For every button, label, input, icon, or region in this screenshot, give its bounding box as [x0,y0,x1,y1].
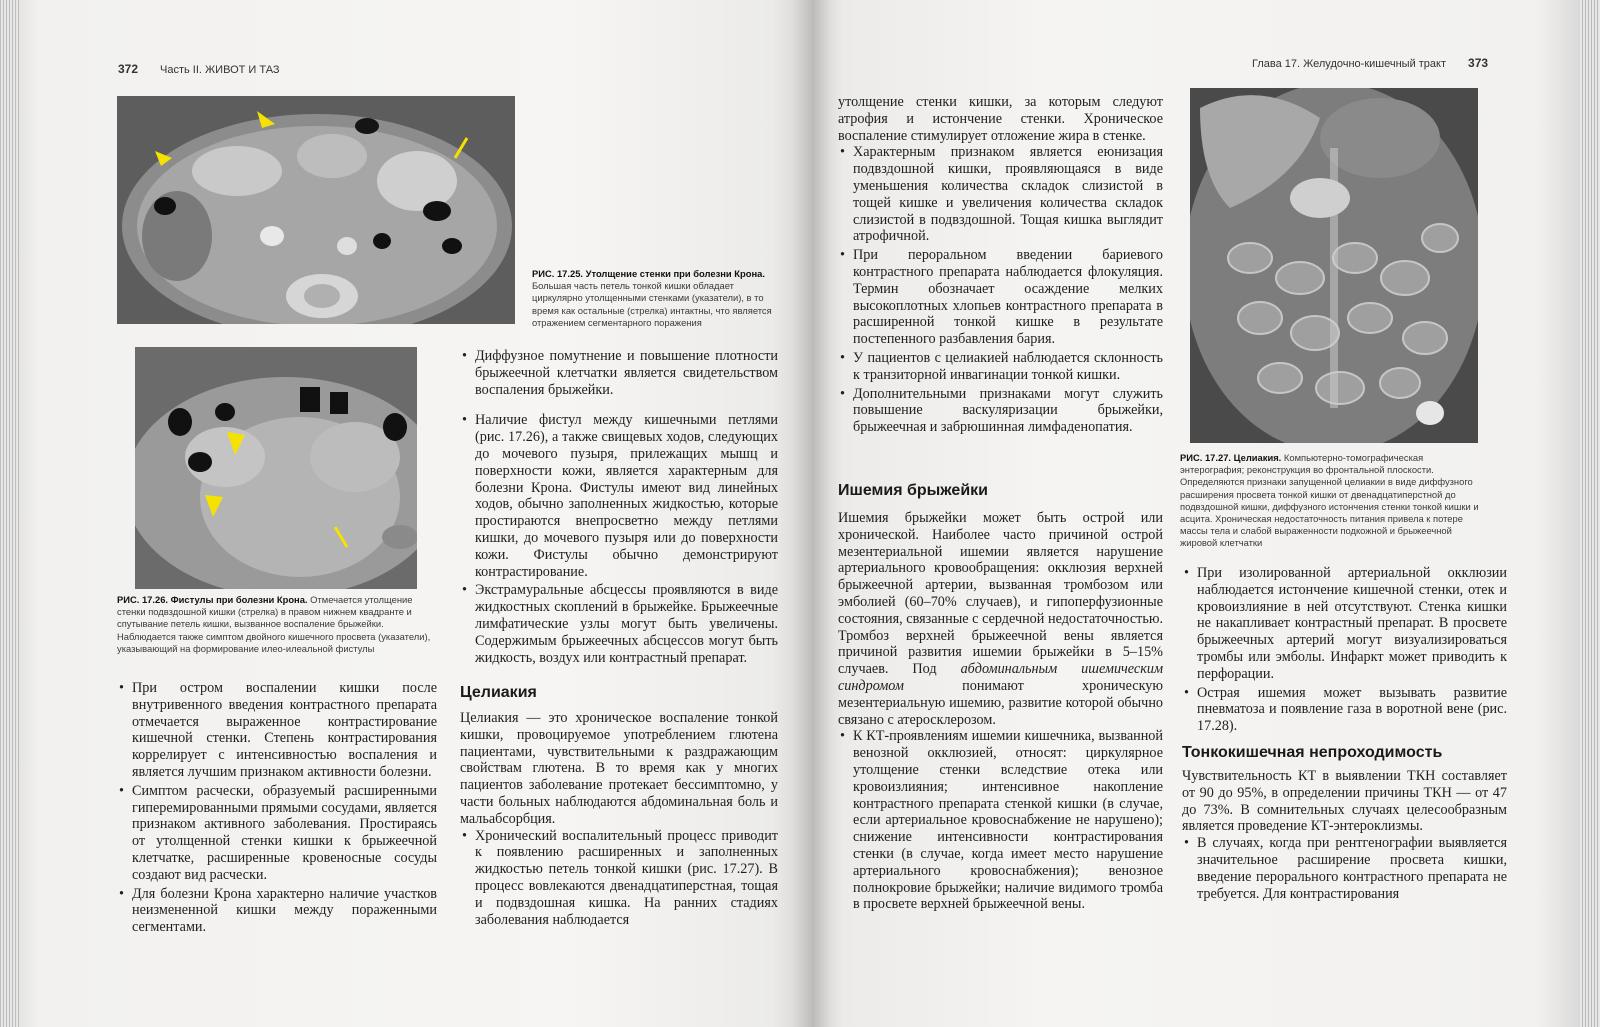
list-item: • Дополнительными признаками могут служить повышение васкуляризации брыжейки, брыжеечная и забрюшинная лимфаденопатия. [838,386,1163,436]
right-page-column-1-text [838,94,1163,438]
running-head-left [118,62,280,76]
section-heading-obstruction: Тонкокишечная непроходимость [1182,744,1443,761]
page-number-left: 372 [118,62,139,76]
list-item: • У пациентов с целиакией наблюдается склонность к транзиторной инвагинации тонкой кишки. [838,350,1163,384]
paragraph: Чувствительность КТ в выявлении ТКН составляет от 90 до 95%, в определении причины ТКН — от 47 до 73%. В сомнительных случаях целесообразным является проведение КТ-энтероклизмы. [1182,768,1507,835]
page-stack-edge-right [1580,0,1600,1027]
figure-17-27-text: Компьютерно-томографическая энтерография; реконструкция во фронтальной плоскости. Определяются признаки запущенной целиакии в виде диффузного расширения просвета тонкой кишки от двенадцатиперстной до подвздошной кишки, диффузного истончения стенки тонкой кишки и асцита. Хроническая недостаточность питания привела к потере массы тела и слабой выраженности подкожной и брыжеечной жировой клетчатки [1180,452,1479,549]
figure-17-27-caption [1180,452,1480,550]
page-stack-edge-left [0,0,20,1027]
page-number-right: 373 [1468,56,1489,70]
ischemia-text-part-2: понимают хроническую мезентериальную ишемию, развитие которой обычно связано с атеросклерозом. [838,677,1163,728]
figure-17-26-caption [117,594,437,655]
list-item: • К КТ-проявлениям ишемии кишечника, вызванной венозной окклюзией, относят: циркулярное утолщение стенки вследствие отека или кровоизлияния; интенсивное накопление контрастного препарата стенкой кишки (в случае, если артериальное кровоснабжение не нарушено); снижение интенсивности контрастирования стенки (в случае, когда имеет место нарушение артериального кровоснабжения); венозное полнокровие брыжейки; наличие видимого тромба в просвете верхней брыжеечной вены. [838,728,1163,913]
right-page [812,0,1600,1027]
figure-17-25-label: РИС. 17.25. Утолщение стенки при болезни Крона. [532,268,765,279]
list-item: • Диффузное помутнение и повышение плотности брыжеечной клетчатки является свидетельством воспаления брыжейки. [460,348,778,398]
paragraph: утолщение стенки кишки, за которым следуют атрофия и истончение стенки. Хроническое воспаление стимулирует отложение жира в стенке. [838,94,1163,144]
list-item: • Острая ишемия может вызывать развитие пневматоза и появление газа в воротной вене (рис. 17.28). [1182,685,1507,735]
running-head-right-text: Глава 17. Желудочно-кишечный тракт [1252,58,1447,70]
list-item: • Для болезни Крона характерно наличие участков неизмененной кишки между пораженными сегментами. [117,886,437,936]
right-page-column-2-text [1182,565,1507,737]
list-item: • Экстрамуральные абсцессы проявляются в виде жидкостных скоплений в брыжейке. Брыжеечные лимфатические узлы могут быть увеличены. Содержимым брыжеечных абсцессов могут быть жидкость, воздух или контрастный препарат. [460,582,778,666]
figure-17-25-text: Большая часть петель тонкой кишки обладает циркулярно утолщенными стенками (указатели), в то время как остальные (стрелка) интактны, что является отражением сегментарного поражения [532,280,772,328]
list-item: • Наличие фистул между кишечными петлями (рис. 17.26), а также свищевых ходов, следующих до мочевого пузыря, прилежащих мышц и поверхности кожи, является характерным для болезни Крона. Фистулы имеют вид линейных ходов, обычно заполненных жидкостью, которые простираются внепросветно между петлями кишки, до мочевого пузыря или до поверхности кожи. Фистулы обычно демонстрируют контрастирование. [460,412,778,580]
ct-axial-image-fistula [135,347,417,589]
celiac-section-text [460,710,778,930]
list-item: • Характерным признаком является еюнизация подвздошной кишки, проявляющаяся в виде уменьшения количества складок слизистой в тощей кишке и увеличения количества складок слизистой в подвздошной. Тощая кишка выглядит атрофичной. [838,144,1163,245]
list-item: • При изолированной артериальной окклюзии наблюдается истончение кишечной стенки, отек и кровоизлияние в ней отсутствуют. Стенка кишки не накапливает контрастный препарат. В просвете брыжеечных артерий могут визуализироваться тромбы или эмболы. Инфаркт может приводить к перфорации. [1182,565,1507,683]
ischemia-section-text [838,510,1163,915]
ct-axial-image-crohn [117,96,515,324]
paragraph: Целиакия — это хроническое воспаление тонкой кишки, провоцируемое употреблением глютена пациентами, чувствительными к раздражающим свойствам глютена. В то время как у многих пациентов заболевание протекает бессимптомно, у части больных наблюдаются абдоминальная боль и мальабсорбция. [460,710,778,827]
list-item: • При пероральном введении бариевого контрастного препарата наблюдается флокуляция. Термин обозначает осаждение мелких высокоплотных хлопьев контрастного препарата в расширенной тонкой кишке в результате постепенного разбавления бария. [838,247,1163,348]
left-page-column-1-text [117,680,437,938]
section-heading-celiac: Целиакия [460,684,537,701]
figure-17-26-text: Отмечается утолщение стенки подвздошной кишки (стрелка) в правом нижнем квадранте и спутывание петель кишки, вызванное воспаление брыжейки. Наблюдается также симптом двойного кишечного просвета (указатели), указывающий на формирование илео-илеальной фистулы [117,594,431,654]
list-item: • При остром воспалении кишки после внутривенного введения контрастного препарата отмечается выраженное контрастирование кишечной стенки. Степень контрастирования коррелирует с интенсивностью воспаления и является лучшим признаком активности болезни. [117,680,437,781]
figure-17-26-label: РИС. 17.26. Фистулы при болезни Крона. [117,594,308,605]
figure-17-27-label: РИС. 17.27. Целиакия. [1180,452,1282,463]
running-head-left-text: Часть II. ЖИВОТ И ТАЗ [160,64,280,76]
ct-coronal-image-celiac [1190,88,1478,443]
figure-17-26-ct-image [135,347,417,589]
list-item: • Хронический воспалительный процесс приводит к появлению расширенных и заполненных жидкостью петель тонкой кишки (рис. 17.27). В процесс вовлекаются двенадцатиперстная, тощая и подвздошная кишка. На ранних стадиях заболевания наблюдается [460,828,778,929]
figure-17-25-ct-image [117,96,515,324]
running-head-right [1252,56,1488,70]
ischemia-italic-term: абдоминальным ишемическим синдромом [838,661,1163,694]
figure-17-25-caption [532,268,782,329]
paragraph [838,510,1163,728]
list-item: • В случаях, когда при рентгенографии выявляется значительное расширение просвета кишки, введение перорального контрастного препарата не требуется. Для контрастирования [1182,835,1507,902]
obstruction-section-text [1182,768,1507,904]
section-heading-ischemia: Ишемия брыжейки [838,482,989,499]
figure-17-27-ct-image [1190,88,1478,443]
list-item: • Симптом расчески, образуемый расширенными гиперемированными прямыми сосудами, является признаком активного заболевания. Простираясь от утолщенной стенки кишки к брыжеечной клетчатке, расширенные кровеносные сосуды создают вид расчески. [117,783,437,884]
left-page-column-2-text [460,348,778,668]
ischemia-text-part-1: Ишемия брыжейки может быть острой или хронической. Наиболее часто причиной острой мезентериальной ишемии является нарушение артериального кровообращения: окклюзия верхней брыжеечной артерии, вызванная тромбозом или эмболией (60–70% случаев), и гипоперфузионные состояния, связанные с сердечной недостаточностью. Тромбоз верхней брыжеечной вены является причиной развития ишемии брыжейки в 5–15% случаев. Под [838,510,1163,678]
